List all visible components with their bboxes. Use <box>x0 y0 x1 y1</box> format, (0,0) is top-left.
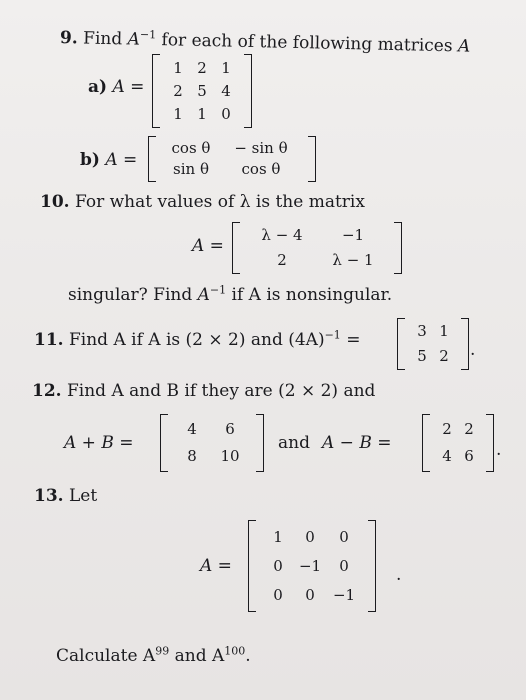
left-bracket <box>232 222 240 274</box>
right-bracket <box>486 414 494 472</box>
problem-number: 9. <box>59 28 78 49</box>
matrix-11: 3 1 5 2 <box>397 318 469 370</box>
problem-10-heading: 10. For what values of λ is the matrix <box>40 192 365 212</box>
right-bracket <box>394 222 402 274</box>
matrix-12-diff: 2 2 4 6 <box>422 414 494 472</box>
right-bracket <box>256 414 264 472</box>
problem-12-and: and <box>278 433 310 453</box>
problem-9b-label: b) A = <box>80 150 138 170</box>
problem-12-lhs2: A − B = <box>322 433 392 453</box>
left-bracket <box>152 54 160 128</box>
right-bracket <box>461 318 469 370</box>
period: . <box>396 565 402 585</box>
matrix-9a: 1 2 1 2 5 4 1 1 0 <box>152 54 252 128</box>
matrix-9b: cos θ − sin θ sin θ cos θ <box>148 136 316 182</box>
problem-9a-label: a) A = <box>88 77 145 97</box>
problem-12-lhs1: A + B = <box>64 433 134 453</box>
problem-11-heading: 11. Find A if A is (2 × 2) and $(4A)^{-1}$ = <box>34 328 361 350</box>
problem-13-question: Calculate $A^{99}$ and $A^{100}$. <box>56 644 251 666</box>
left-bracket <box>160 414 168 472</box>
left-bracket <box>397 318 405 370</box>
problem-10-lhs: A = <box>192 236 224 256</box>
problem-12-heading: 12. Find A and B if they are (2 × 2) and <box>32 381 376 401</box>
right-bracket <box>368 520 376 612</box>
problem-13-heading: 13. Let <box>34 486 98 506</box>
right-bracket <box>244 54 252 128</box>
problem-9-heading: 9. Find $A^{-1}$ for each of the following matrices A <box>59 28 471 57</box>
left-bracket <box>422 414 430 472</box>
period: . <box>470 340 476 360</box>
left-bracket <box>248 520 256 612</box>
matrix-12-sum: 4 6 8 10 <box>160 414 264 472</box>
problem-13-lhs: A = <box>200 556 232 576</box>
matrix-10: λ − 4 −1 2 λ − 1 <box>232 222 402 274</box>
left-bracket <box>148 136 156 182</box>
problem-10-line2: singular? Find $A^{-1}$ if A is nonsingular. <box>68 283 393 305</box>
right-bracket <box>308 136 316 182</box>
matrix-13: 1 0 0 0 −1 0 0 0 −1 <box>248 520 376 612</box>
period: . <box>496 440 502 460</box>
